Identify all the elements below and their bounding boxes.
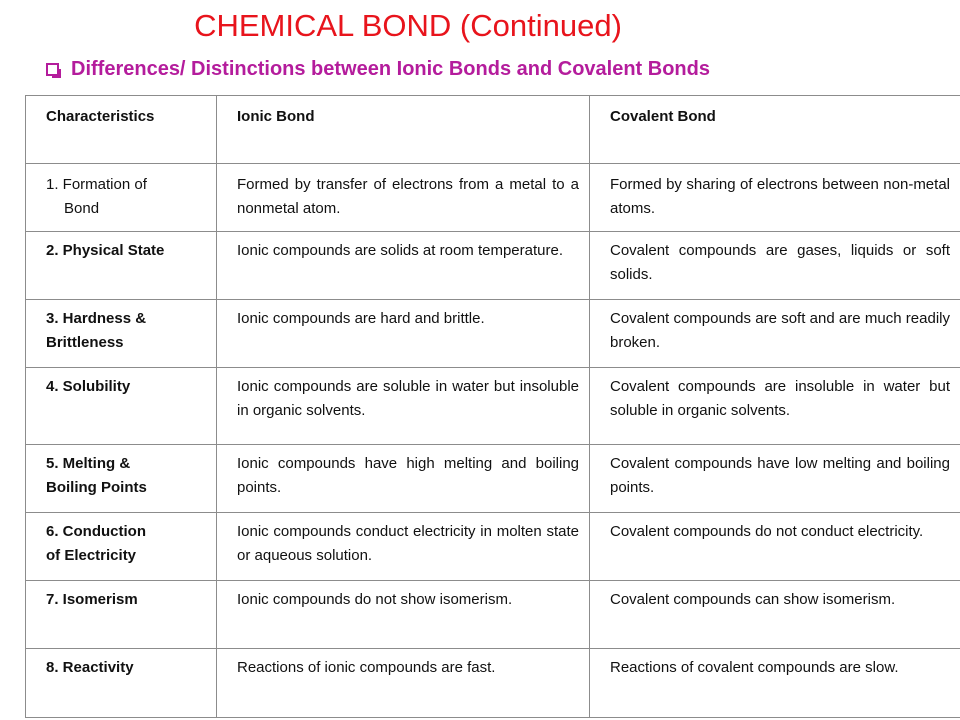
characteristic-cell	[26, 513, 217, 581]
table-row	[26, 300, 960, 368]
comparison-table	[25, 95, 960, 718]
covalent-cell: Formed by sharing of electrons between non-metal atoms.	[590, 164, 960, 232]
subtitle	[46, 54, 710, 84]
checkbox-bullet-icon	[46, 63, 59, 76]
header-characteristics: Characteristics	[26, 96, 217, 164]
characteristic-line2: Bond	[64, 200, 100, 217]
characteristic-line1: 4. Solubility	[46, 378, 131, 395]
table-row	[26, 445, 960, 513]
covalent-cell: Covalent compounds are insoluble in water but soluble in organic solvents.	[590, 368, 960, 445]
characteristic-cell	[26, 164, 217, 232]
characteristic-line1: 5. Melting &	[46, 455, 131, 472]
ionic-cell: Ionic compounds conduct electricity in molten state or aqueous solution.	[217, 513, 590, 581]
table-row	[26, 232, 960, 300]
characteristic-line2: Boiling Points	[46, 479, 147, 496]
covalent-cell: Covalent compounds can show isomerism.	[590, 581, 960, 649]
table-header-row	[26, 96, 960, 164]
covalent-cell: Reactions of covalent compounds are slow.	[590, 649, 960, 718]
characteristic-line1: 3. Hardness &	[46, 310, 147, 327]
ionic-cell: Ionic compounds are hard and brittle.	[217, 300, 590, 368]
characteristic-line2: Brittleness	[46, 334, 124, 351]
table-row	[26, 513, 960, 581]
ionic-cell: Ionic compounds are soluble in water but insoluble in organic solvents.	[217, 368, 590, 445]
ionic-cell: Ionic compounds have high melting and boiling points.	[217, 445, 590, 513]
covalent-cell: Covalent compounds have low melting and boiling points.	[590, 445, 960, 513]
table-row	[26, 649, 960, 718]
ionic-cell: Ionic compounds are solids at room temperature.	[217, 232, 590, 300]
characteristic-line1: 6. Conduction	[46, 523, 146, 540]
covalent-cell: Covalent compounds do not conduct electricity.	[590, 513, 960, 581]
covalent-cell: Covalent compounds are soft and are much readily broken.	[590, 300, 960, 368]
characteristic-cell	[26, 232, 217, 300]
table-row	[26, 164, 960, 232]
table-row	[26, 581, 960, 649]
characteristic-line1: 2. Physical State	[46, 242, 165, 259]
characteristic-cell	[26, 581, 217, 649]
header-ionic-bond: Ionic Bond	[217, 96, 590, 164]
characteristic-line2: of Electricity	[46, 547, 137, 564]
characteristic-cell	[26, 445, 217, 513]
page-title: CHEMICAL BOND (Continued)	[194, 8, 622, 43]
covalent-cell: Covalent compounds are gases, liquids or soft solids.	[590, 232, 960, 300]
characteristic-line1: 8. Reactivity	[46, 659, 134, 676]
ionic-cell: Reactions of ionic compounds are fast.	[217, 649, 590, 718]
characteristic-cell	[26, 649, 217, 718]
characteristic-cell	[26, 300, 217, 368]
characteristic-line1: 1. Formation of	[46, 176, 147, 193]
ionic-cell: Formed by transfer of electrons from a metal to a nonmetal atom.	[217, 164, 590, 232]
characteristic-line1: 7. Isomerism	[46, 591, 138, 608]
characteristic-cell	[26, 368, 217, 445]
table-row	[26, 368, 960, 445]
subtitle-text: Differences/ Distinctions between Ionic Bonds and Covalent Bonds	[71, 58, 710, 80]
ionic-cell: Ionic compounds do not show isomerism.	[217, 581, 590, 649]
header-covalent-bond: Covalent Bond	[590, 96, 960, 164]
